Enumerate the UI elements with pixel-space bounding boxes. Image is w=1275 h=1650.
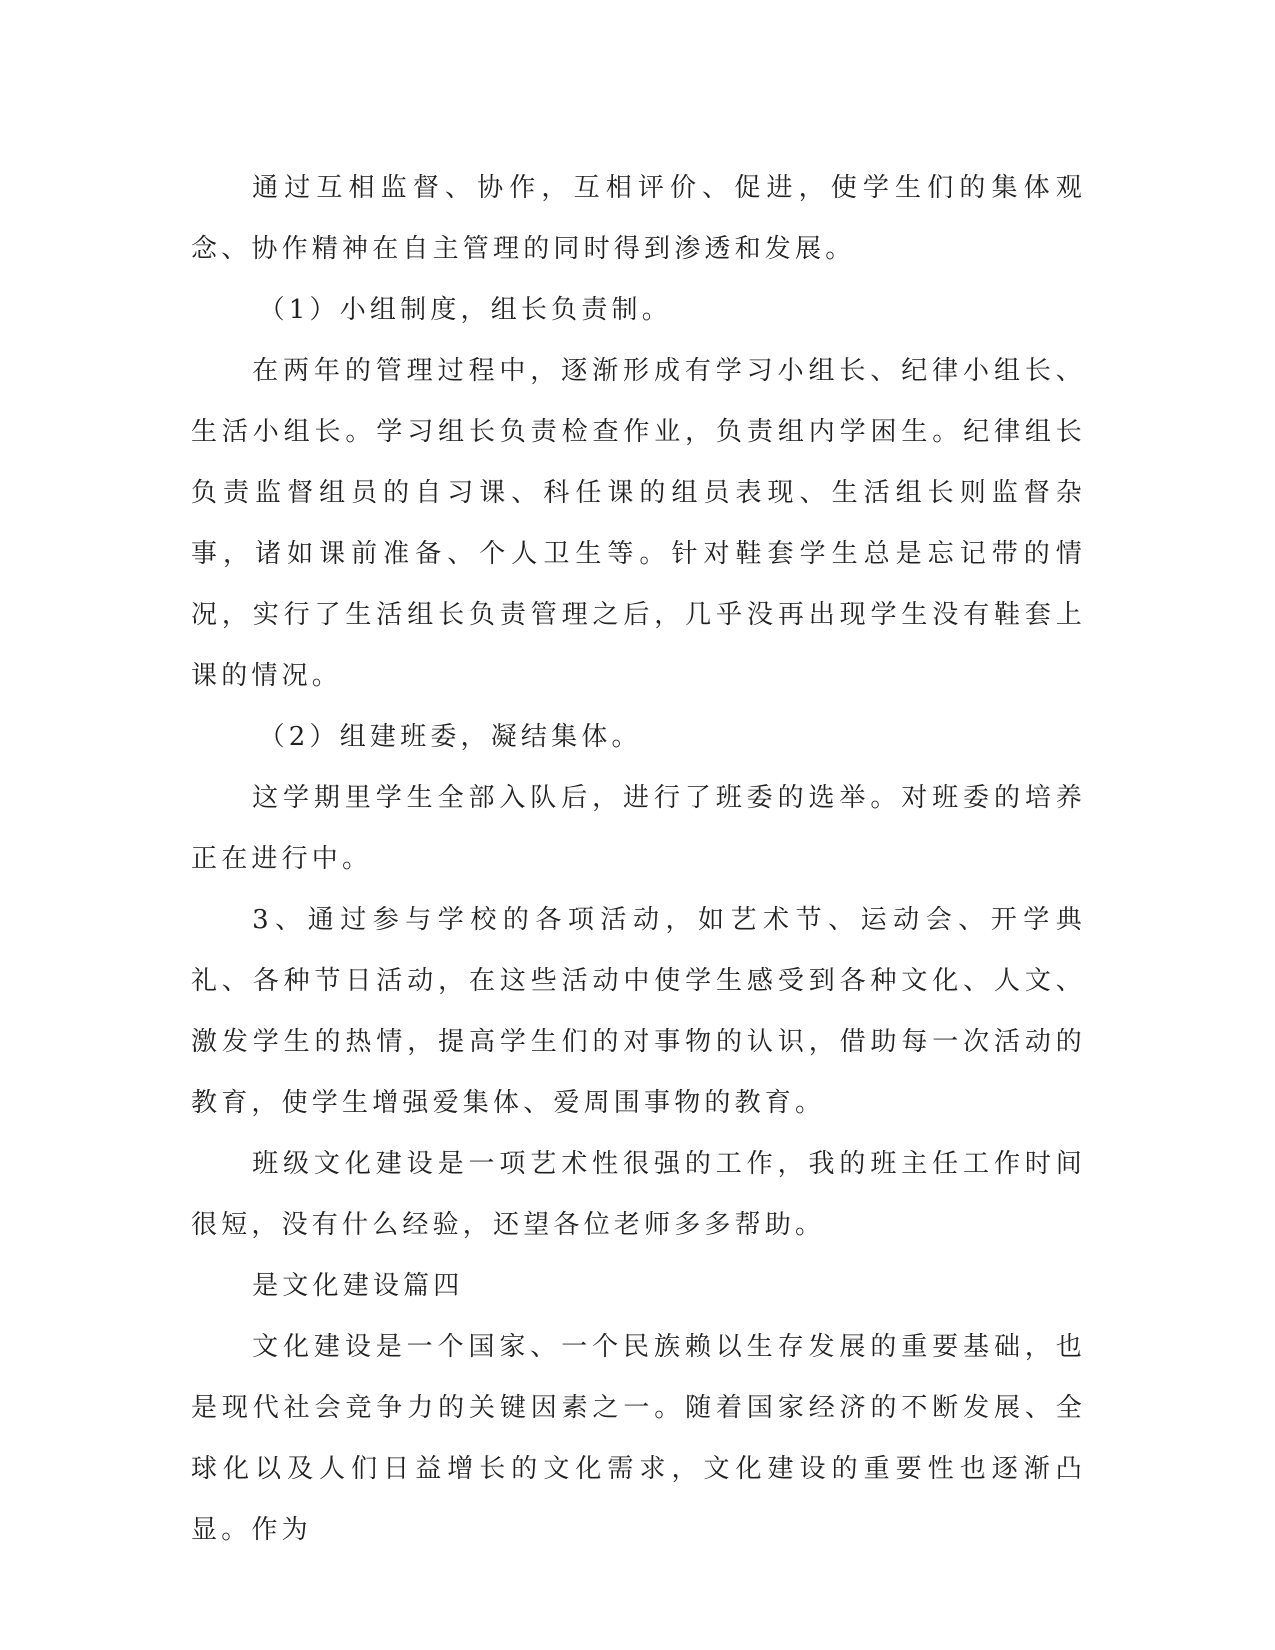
paragraph-committee-election: 这学期里学生全部入队后，进行了班委的选举。对班委的培养正在进行中。 [191, 783, 1086, 874]
paragraph-closing-remarks: 班级文化建设是一项艺术性很强的工作，我的班主任工作时间很短，没有什么经验，还望各位老师多多帮助。 [191, 1149, 1086, 1240]
document-body [191, 158, 1086, 1561]
section-heading-part-four: 是文化建设篇四 [252, 1271, 464, 1301]
paragraph-cultural-construction: 文化建设是一个国家、一个民族赖以生存发展的重要基础，也是现代社会竞争力的关键因素之一。随着国家经济的不断发展、全球化以及人们日益增长的文化需求，文化建设的重要性也逐渐凸显。作为 [191, 1332, 1086, 1545]
paragraph-group-leaders: 在两年的管理过程中，逐渐形成有学习小组长、纪律小组长、生活小组长。学习组长负责检查作业，负责组内学困生。纪律组长负责监督组员的自习课、科任课的组员表现、生活组长则监督杂事，诸如课前准备、个人卫生等。针对鞋套学生总是忘记带的情况，实行了生活组长负责管理之后，几乎没再出现学生没有鞋套上课的情况。 [191, 356, 1086, 691]
paragraph-school-activities: 3、通过参与学校的各项活动，如艺术节、运动会、开学典礼、各种节日活动，在这些活动中使学生感受到各种文化、人文、激发学生的热情，提高学生们的对事物的认识，借助每一次活动的教育，使学生增强爱集体、爱周围事物的教育。 [191, 905, 1086, 1118]
subheading-group-system: （1）小组制度，组长负责制。 [258, 295, 672, 325]
paragraph-collaboration: 通过互相监督、协作，互相评价、促进，使学生们的集体观念、协作精神在自主管理的同时得到渗透和发展。 [191, 173, 1086, 264]
subheading-class-committee: （2）组建班委，凝结集体。 [258, 722, 642, 752]
